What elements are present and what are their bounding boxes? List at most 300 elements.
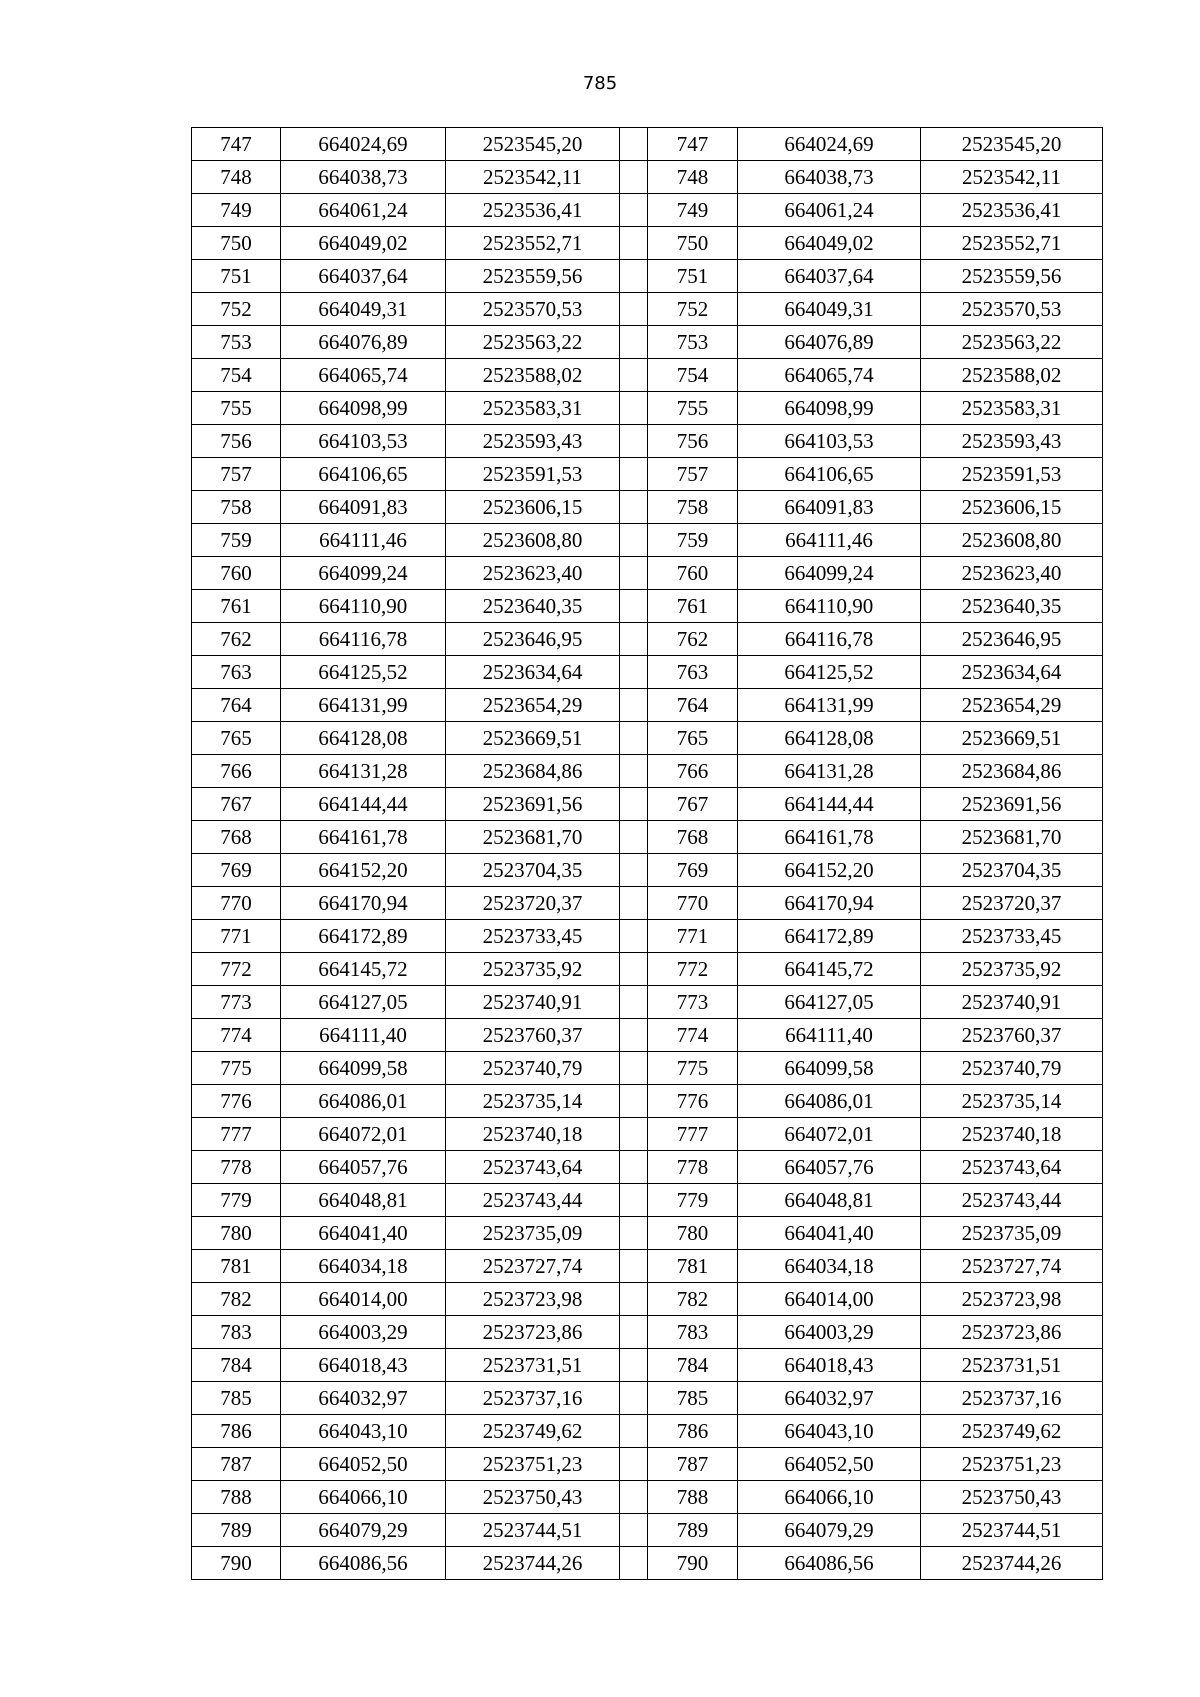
y-coordinate-cell-right: 2523733,45 [921, 920, 1103, 953]
x-coordinate-cell: 664144,44 [281, 788, 446, 821]
spacer-cell [620, 425, 648, 458]
x-coordinate-cell-right: 664111,46 [738, 524, 921, 557]
y-coordinate-cell-right: 2523559,56 [921, 260, 1103, 293]
point-number-cell: 786 [192, 1415, 281, 1448]
point-number-cell: 754 [192, 359, 281, 392]
point-number-cell: 760 [192, 557, 281, 590]
table-row [192, 1382, 1103, 1415]
x-coordinate-cell-right: 664018,43 [738, 1349, 921, 1382]
y-coordinate-cell: 2523737,16 [446, 1382, 620, 1415]
point-number-cell: 789 [192, 1514, 281, 1547]
y-coordinate-cell: 2523646,95 [446, 623, 620, 656]
point-number-cell: 782 [192, 1283, 281, 1316]
y-coordinate-cell: 2523731,51 [446, 1349, 620, 1382]
point-number-cell-right: 763 [648, 656, 738, 689]
point-number-cell-right: 760 [648, 557, 738, 590]
point-number-cell-right: 747 [648, 128, 738, 161]
spacer-cell [620, 293, 648, 326]
point-number-cell-right: 748 [648, 161, 738, 194]
y-coordinate-cell: 2523704,35 [446, 854, 620, 887]
point-number-cell: 771 [192, 920, 281, 953]
point-number-cell: 777 [192, 1118, 281, 1151]
y-coordinate-cell-right: 2523749,62 [921, 1415, 1103, 1448]
x-coordinate-cell: 664079,29 [281, 1514, 446, 1547]
x-coordinate-cell: 664032,97 [281, 1382, 446, 1415]
x-coordinate-cell: 664065,74 [281, 359, 446, 392]
spacer-cell [620, 1019, 648, 1052]
point-number-cell-right: 758 [648, 491, 738, 524]
point-number-cell: 751 [192, 260, 281, 293]
spacer-cell [620, 590, 648, 623]
x-coordinate-cell-right: 664079,29 [738, 1514, 921, 1547]
y-coordinate-cell-right: 2523681,70 [921, 821, 1103, 854]
x-coordinate-cell: 664111,46 [281, 524, 446, 557]
y-coordinate-cell-right: 2523723,86 [921, 1316, 1103, 1349]
table-row [192, 161, 1103, 194]
x-coordinate-cell-right: 664038,73 [738, 161, 921, 194]
y-coordinate-cell-right: 2523735,09 [921, 1217, 1103, 1250]
y-coordinate-cell: 2523744,51 [446, 1514, 620, 1547]
x-coordinate-cell: 664086,01 [281, 1085, 446, 1118]
point-number-cell: 784 [192, 1349, 281, 1382]
y-coordinate-cell: 2523588,02 [446, 359, 620, 392]
x-coordinate-cell-right: 664099,58 [738, 1052, 921, 1085]
y-coordinate-cell: 2523608,80 [446, 524, 620, 557]
spacer-cell [620, 524, 648, 557]
table-row [192, 524, 1103, 557]
x-coordinate-cell-right: 664111,40 [738, 1019, 921, 1052]
x-coordinate-cell: 664111,40 [281, 1019, 446, 1052]
y-coordinate-cell-right: 2523646,95 [921, 623, 1103, 656]
table-row [192, 1184, 1103, 1217]
y-coordinate-cell-right: 2523691,56 [921, 788, 1103, 821]
point-number-cell-right: 768 [648, 821, 738, 854]
x-coordinate-cell-right: 664086,01 [738, 1085, 921, 1118]
x-coordinate-cell-right: 664024,69 [738, 128, 921, 161]
x-coordinate-cell: 664152,20 [281, 854, 446, 887]
y-coordinate-cell-right: 2523744,51 [921, 1514, 1103, 1547]
spacer-cell [620, 854, 648, 887]
table-row [192, 920, 1103, 953]
point-number-cell-right: 776 [648, 1085, 738, 1118]
spacer-cell [620, 260, 648, 293]
spacer-cell [620, 1349, 648, 1382]
spacer-cell [620, 788, 648, 821]
spacer-cell [620, 1382, 648, 1415]
point-number-cell: 773 [192, 986, 281, 1019]
point-number-cell-right: 770 [648, 887, 738, 920]
y-coordinate-cell: 2523552,71 [446, 227, 620, 260]
y-coordinate-cell-right: 2523608,80 [921, 524, 1103, 557]
y-coordinate-cell-right: 2523743,44 [921, 1184, 1103, 1217]
point-number-cell-right: 757 [648, 458, 738, 491]
point-number-cell-right: 764 [648, 689, 738, 722]
table-row [192, 1547, 1103, 1580]
x-coordinate-cell-right: 664048,81 [738, 1184, 921, 1217]
point-number-cell-right: 766 [648, 755, 738, 788]
table-row [192, 1283, 1103, 1316]
spacer-cell [620, 458, 648, 491]
y-coordinate-cell: 2523740,18 [446, 1118, 620, 1151]
x-coordinate-cell: 664034,18 [281, 1250, 446, 1283]
x-coordinate-cell: 664091,83 [281, 491, 446, 524]
point-number-cell-right: 769 [648, 854, 738, 887]
table-row [192, 260, 1103, 293]
y-coordinate-cell-right: 2523583,31 [921, 392, 1103, 425]
y-coordinate-cell-right: 2523623,40 [921, 557, 1103, 590]
y-coordinate-cell-right: 2523669,51 [921, 722, 1103, 755]
x-coordinate-cell-right: 664076,89 [738, 326, 921, 359]
point-number-cell: 749 [192, 194, 281, 227]
x-coordinate-cell: 664057,76 [281, 1151, 446, 1184]
y-coordinate-cell-right: 2523744,26 [921, 1547, 1103, 1580]
spacer-cell [620, 986, 648, 1019]
table-row [192, 1085, 1103, 1118]
coordinates-table [191, 127, 1103, 1580]
point-number-cell: 747 [192, 128, 281, 161]
table-row [192, 722, 1103, 755]
x-coordinate-cell: 664041,40 [281, 1217, 446, 1250]
y-coordinate-cell: 2523733,45 [446, 920, 620, 953]
x-coordinate-cell-right: 664125,52 [738, 656, 921, 689]
point-number-cell-right: 782 [648, 1283, 738, 1316]
table-row [192, 227, 1103, 260]
point-number-cell: 768 [192, 821, 281, 854]
point-number-cell-right: 772 [648, 953, 738, 986]
point-number-cell-right: 749 [648, 194, 738, 227]
table-row [192, 425, 1103, 458]
table-row [192, 458, 1103, 491]
spacer-cell [620, 1151, 648, 1184]
spacer-cell [620, 656, 648, 689]
x-coordinate-cell-right: 664170,94 [738, 887, 921, 920]
y-coordinate-cell-right: 2523536,41 [921, 194, 1103, 227]
point-number-cell-right: 771 [648, 920, 738, 953]
x-coordinate-cell: 664066,10 [281, 1481, 446, 1514]
point-number-cell: 761 [192, 590, 281, 623]
table-row [192, 1349, 1103, 1382]
x-coordinate-cell: 664052,50 [281, 1448, 446, 1481]
point-number-cell: 770 [192, 887, 281, 920]
x-coordinate-cell: 664061,24 [281, 194, 446, 227]
x-coordinate-cell: 664131,99 [281, 689, 446, 722]
x-coordinate-cell: 664049,31 [281, 293, 446, 326]
y-coordinate-cell: 2523740,91 [446, 986, 620, 1019]
y-coordinate-cell: 2523536,41 [446, 194, 620, 227]
spacer-cell [620, 1085, 648, 1118]
y-coordinate-cell-right: 2523606,15 [921, 491, 1103, 524]
x-coordinate-cell-right: 664131,28 [738, 755, 921, 788]
x-coordinate-cell-right: 664014,00 [738, 1283, 921, 1316]
x-coordinate-cell: 664131,28 [281, 755, 446, 788]
y-coordinate-cell-right: 2523743,64 [921, 1151, 1103, 1184]
x-coordinate-cell-right: 664072,01 [738, 1118, 921, 1151]
point-number-cell-right: 786 [648, 1415, 738, 1448]
table-row [192, 1118, 1103, 1151]
point-number-cell: 785 [192, 1382, 281, 1415]
x-coordinate-cell: 664018,43 [281, 1349, 446, 1382]
x-coordinate-cell-right: 664144,44 [738, 788, 921, 821]
table-row [192, 755, 1103, 788]
point-number-cell-right: 785 [648, 1382, 738, 1415]
table-row [192, 590, 1103, 623]
x-coordinate-cell: 664038,73 [281, 161, 446, 194]
y-coordinate-cell-right: 2523750,43 [921, 1481, 1103, 1514]
y-coordinate-cell: 2523735,09 [446, 1217, 620, 1250]
y-coordinate-cell: 2523727,74 [446, 1250, 620, 1283]
x-coordinate-cell-right: 664106,65 [738, 458, 921, 491]
y-coordinate-cell-right: 2523588,02 [921, 359, 1103, 392]
point-number-cell: 779 [192, 1184, 281, 1217]
point-number-cell: 767 [192, 788, 281, 821]
x-coordinate-cell-right: 664145,72 [738, 953, 921, 986]
y-coordinate-cell-right: 2523634,64 [921, 656, 1103, 689]
x-coordinate-cell: 664024,69 [281, 128, 446, 161]
y-coordinate-cell: 2523623,40 [446, 557, 620, 590]
y-coordinate-cell-right: 2523760,37 [921, 1019, 1103, 1052]
x-coordinate-cell-right: 664061,24 [738, 194, 921, 227]
spacer-cell [620, 920, 648, 953]
table-row [192, 1448, 1103, 1481]
y-coordinate-cell-right: 2523727,74 [921, 1250, 1103, 1283]
table-row [192, 1316, 1103, 1349]
x-coordinate-cell: 664072,01 [281, 1118, 446, 1151]
point-number-cell: 774 [192, 1019, 281, 1052]
x-coordinate-cell-right: 664043,10 [738, 1415, 921, 1448]
y-coordinate-cell-right: 2523731,51 [921, 1349, 1103, 1382]
x-coordinate-cell-right: 664099,24 [738, 557, 921, 590]
y-coordinate-cell-right: 2523684,86 [921, 755, 1103, 788]
point-number-cell-right: 780 [648, 1217, 738, 1250]
coordinates-table-body [192, 128, 1103, 1580]
y-coordinate-cell: 2523723,86 [446, 1316, 620, 1349]
point-number-cell-right: 756 [648, 425, 738, 458]
table-row [192, 194, 1103, 227]
spacer-cell [620, 623, 648, 656]
point-number-cell: 764 [192, 689, 281, 722]
spacer-cell [620, 1184, 648, 1217]
x-coordinate-cell: 664076,89 [281, 326, 446, 359]
table-row [192, 128, 1103, 161]
table-row [192, 689, 1103, 722]
y-coordinate-cell: 2523545,20 [446, 128, 620, 161]
y-coordinate-cell: 2523570,53 [446, 293, 620, 326]
x-coordinate-cell-right: 664037,64 [738, 260, 921, 293]
point-number-cell: 757 [192, 458, 281, 491]
point-number-cell: 758 [192, 491, 281, 524]
table-row [192, 359, 1103, 392]
y-coordinate-cell-right: 2523720,37 [921, 887, 1103, 920]
y-coordinate-cell: 2523634,64 [446, 656, 620, 689]
x-coordinate-cell-right: 664049,02 [738, 227, 921, 260]
y-coordinate-cell-right: 2523751,23 [921, 1448, 1103, 1481]
spacer-cell [620, 689, 648, 722]
point-number-cell-right: 784 [648, 1349, 738, 1382]
x-coordinate-cell: 664103,53 [281, 425, 446, 458]
table-row [192, 1052, 1103, 1085]
x-coordinate-cell: 664098,99 [281, 392, 446, 425]
point-number-cell-right: 778 [648, 1151, 738, 1184]
table-row [192, 953, 1103, 986]
table-row [192, 392, 1103, 425]
x-coordinate-cell: 664014,00 [281, 1283, 446, 1316]
table-row [192, 788, 1103, 821]
point-number-cell-right: 789 [648, 1514, 738, 1547]
spacer-cell [620, 887, 648, 920]
spacer-cell [620, 1316, 648, 1349]
y-coordinate-cell: 2523654,29 [446, 689, 620, 722]
spacer-cell [620, 1448, 648, 1481]
point-number-cell-right: 755 [648, 392, 738, 425]
spacer-cell [620, 1547, 648, 1580]
y-coordinate-cell: 2523681,70 [446, 821, 620, 854]
x-coordinate-cell-right: 664152,20 [738, 854, 921, 887]
table-row [192, 1481, 1103, 1514]
y-coordinate-cell-right: 2523740,79 [921, 1052, 1103, 1085]
point-number-cell-right: 777 [648, 1118, 738, 1151]
point-number-cell-right: 783 [648, 1316, 738, 1349]
point-number-cell-right: 759 [648, 524, 738, 557]
point-number-cell: 766 [192, 755, 281, 788]
spacer-cell [620, 722, 648, 755]
spacer-cell [620, 1283, 648, 1316]
y-coordinate-cell-right: 2523654,29 [921, 689, 1103, 722]
x-coordinate-cell-right: 664057,76 [738, 1151, 921, 1184]
x-coordinate-cell-right: 664110,90 [738, 590, 921, 623]
y-coordinate-cell: 2523593,43 [446, 425, 620, 458]
x-coordinate-cell-right: 664049,31 [738, 293, 921, 326]
y-coordinate-cell-right: 2523640,35 [921, 590, 1103, 623]
point-number-cell-right: 774 [648, 1019, 738, 1052]
point-number-cell: 778 [192, 1151, 281, 1184]
spacer-cell [620, 128, 648, 161]
point-number-cell: 752 [192, 293, 281, 326]
x-coordinate-cell-right: 664172,89 [738, 920, 921, 953]
point-number-cell-right: 779 [648, 1184, 738, 1217]
y-coordinate-cell: 2523559,56 [446, 260, 620, 293]
y-coordinate-cell: 2523606,15 [446, 491, 620, 524]
x-coordinate-cell-right: 664098,99 [738, 392, 921, 425]
y-coordinate-cell-right: 2523570,53 [921, 293, 1103, 326]
x-coordinate-cell-right: 664127,05 [738, 986, 921, 1019]
point-number-cell: 787 [192, 1448, 281, 1481]
y-coordinate-cell-right: 2523735,92 [921, 953, 1103, 986]
y-coordinate-cell-right: 2523545,20 [921, 128, 1103, 161]
y-coordinate-cell: 2523591,53 [446, 458, 620, 491]
spacer-cell [620, 1118, 648, 1151]
y-coordinate-cell: 2523760,37 [446, 1019, 620, 1052]
table-row [192, 1250, 1103, 1283]
y-coordinate-cell: 2523542,11 [446, 161, 620, 194]
spacer-cell [620, 359, 648, 392]
x-coordinate-cell-right: 664065,74 [738, 359, 921, 392]
point-number-cell: 772 [192, 953, 281, 986]
x-coordinate-cell: 664037,64 [281, 260, 446, 293]
point-number-cell: 765 [192, 722, 281, 755]
y-coordinate-cell-right: 2523591,53 [921, 458, 1103, 491]
x-coordinate-cell-right: 664116,78 [738, 623, 921, 656]
point-number-cell-right: 753 [648, 326, 738, 359]
x-coordinate-cell-right: 664041,40 [738, 1217, 921, 1250]
x-coordinate-cell: 664003,29 [281, 1316, 446, 1349]
x-coordinate-cell: 664127,05 [281, 986, 446, 1019]
table-row [192, 1019, 1103, 1052]
spacer-cell [620, 161, 648, 194]
y-coordinate-cell: 2523735,92 [446, 953, 620, 986]
spacer-cell [620, 1217, 648, 1250]
y-coordinate-cell: 2523720,37 [446, 887, 620, 920]
point-number-cell: 781 [192, 1250, 281, 1283]
x-coordinate-cell: 664172,89 [281, 920, 446, 953]
x-coordinate-cell: 664099,58 [281, 1052, 446, 1085]
y-coordinate-cell: 2523640,35 [446, 590, 620, 623]
spacer-cell [620, 953, 648, 986]
point-number-cell: 750 [192, 227, 281, 260]
point-number-cell: 763 [192, 656, 281, 689]
spacer-cell [620, 557, 648, 590]
x-coordinate-cell: 664086,56 [281, 1547, 446, 1580]
x-coordinate-cell: 664048,81 [281, 1184, 446, 1217]
table-row [192, 1415, 1103, 1448]
y-coordinate-cell: 2523743,64 [446, 1151, 620, 1184]
x-coordinate-cell: 664170,94 [281, 887, 446, 920]
page-number: 785 [582, 73, 618, 94]
point-number-cell: 788 [192, 1481, 281, 1514]
point-number-cell-right: 788 [648, 1481, 738, 1514]
table-row [192, 986, 1103, 1019]
y-coordinate-cell-right: 2523740,91 [921, 986, 1103, 1019]
spacer-cell [620, 1415, 648, 1448]
table-row [192, 887, 1103, 920]
x-coordinate-cell: 664161,78 [281, 821, 446, 854]
y-coordinate-cell: 2523684,86 [446, 755, 620, 788]
point-number-cell: 753 [192, 326, 281, 359]
x-coordinate-cell: 664099,24 [281, 557, 446, 590]
y-coordinate-cell-right: 2523542,11 [921, 161, 1103, 194]
point-number-cell: 769 [192, 854, 281, 887]
y-coordinate-cell-right: 2523552,71 [921, 227, 1103, 260]
x-coordinate-cell: 664128,08 [281, 722, 446, 755]
x-coordinate-cell-right: 664052,50 [738, 1448, 921, 1481]
point-number-cell-right: 750 [648, 227, 738, 260]
spacer-cell [620, 491, 648, 524]
x-coordinate-cell: 664116,78 [281, 623, 446, 656]
x-coordinate-cell-right: 664128,08 [738, 722, 921, 755]
y-coordinate-cell: 2523691,56 [446, 788, 620, 821]
x-coordinate-cell: 664106,65 [281, 458, 446, 491]
x-coordinate-cell-right: 664034,18 [738, 1250, 921, 1283]
y-coordinate-cell: 2523723,98 [446, 1283, 620, 1316]
x-coordinate-cell-right: 664086,56 [738, 1547, 921, 1580]
point-number-cell-right: 787 [648, 1448, 738, 1481]
y-coordinate-cell: 2523740,79 [446, 1052, 620, 1085]
y-coordinate-cell: 2523749,62 [446, 1415, 620, 1448]
point-number-cell: 759 [192, 524, 281, 557]
spacer-cell [620, 227, 648, 260]
point-number-cell-right: 765 [648, 722, 738, 755]
point-number-cell-right: 775 [648, 1052, 738, 1085]
spacer-cell [620, 1481, 648, 1514]
y-coordinate-cell: 2523744,26 [446, 1547, 620, 1580]
x-coordinate-cell: 664125,52 [281, 656, 446, 689]
point-number-cell: 783 [192, 1316, 281, 1349]
x-coordinate-cell: 664145,72 [281, 953, 446, 986]
spacer-cell [620, 755, 648, 788]
point-number-cell-right: 762 [648, 623, 738, 656]
point-number-cell-right: 767 [648, 788, 738, 821]
point-number-cell: 762 [192, 623, 281, 656]
spacer-cell [620, 392, 648, 425]
